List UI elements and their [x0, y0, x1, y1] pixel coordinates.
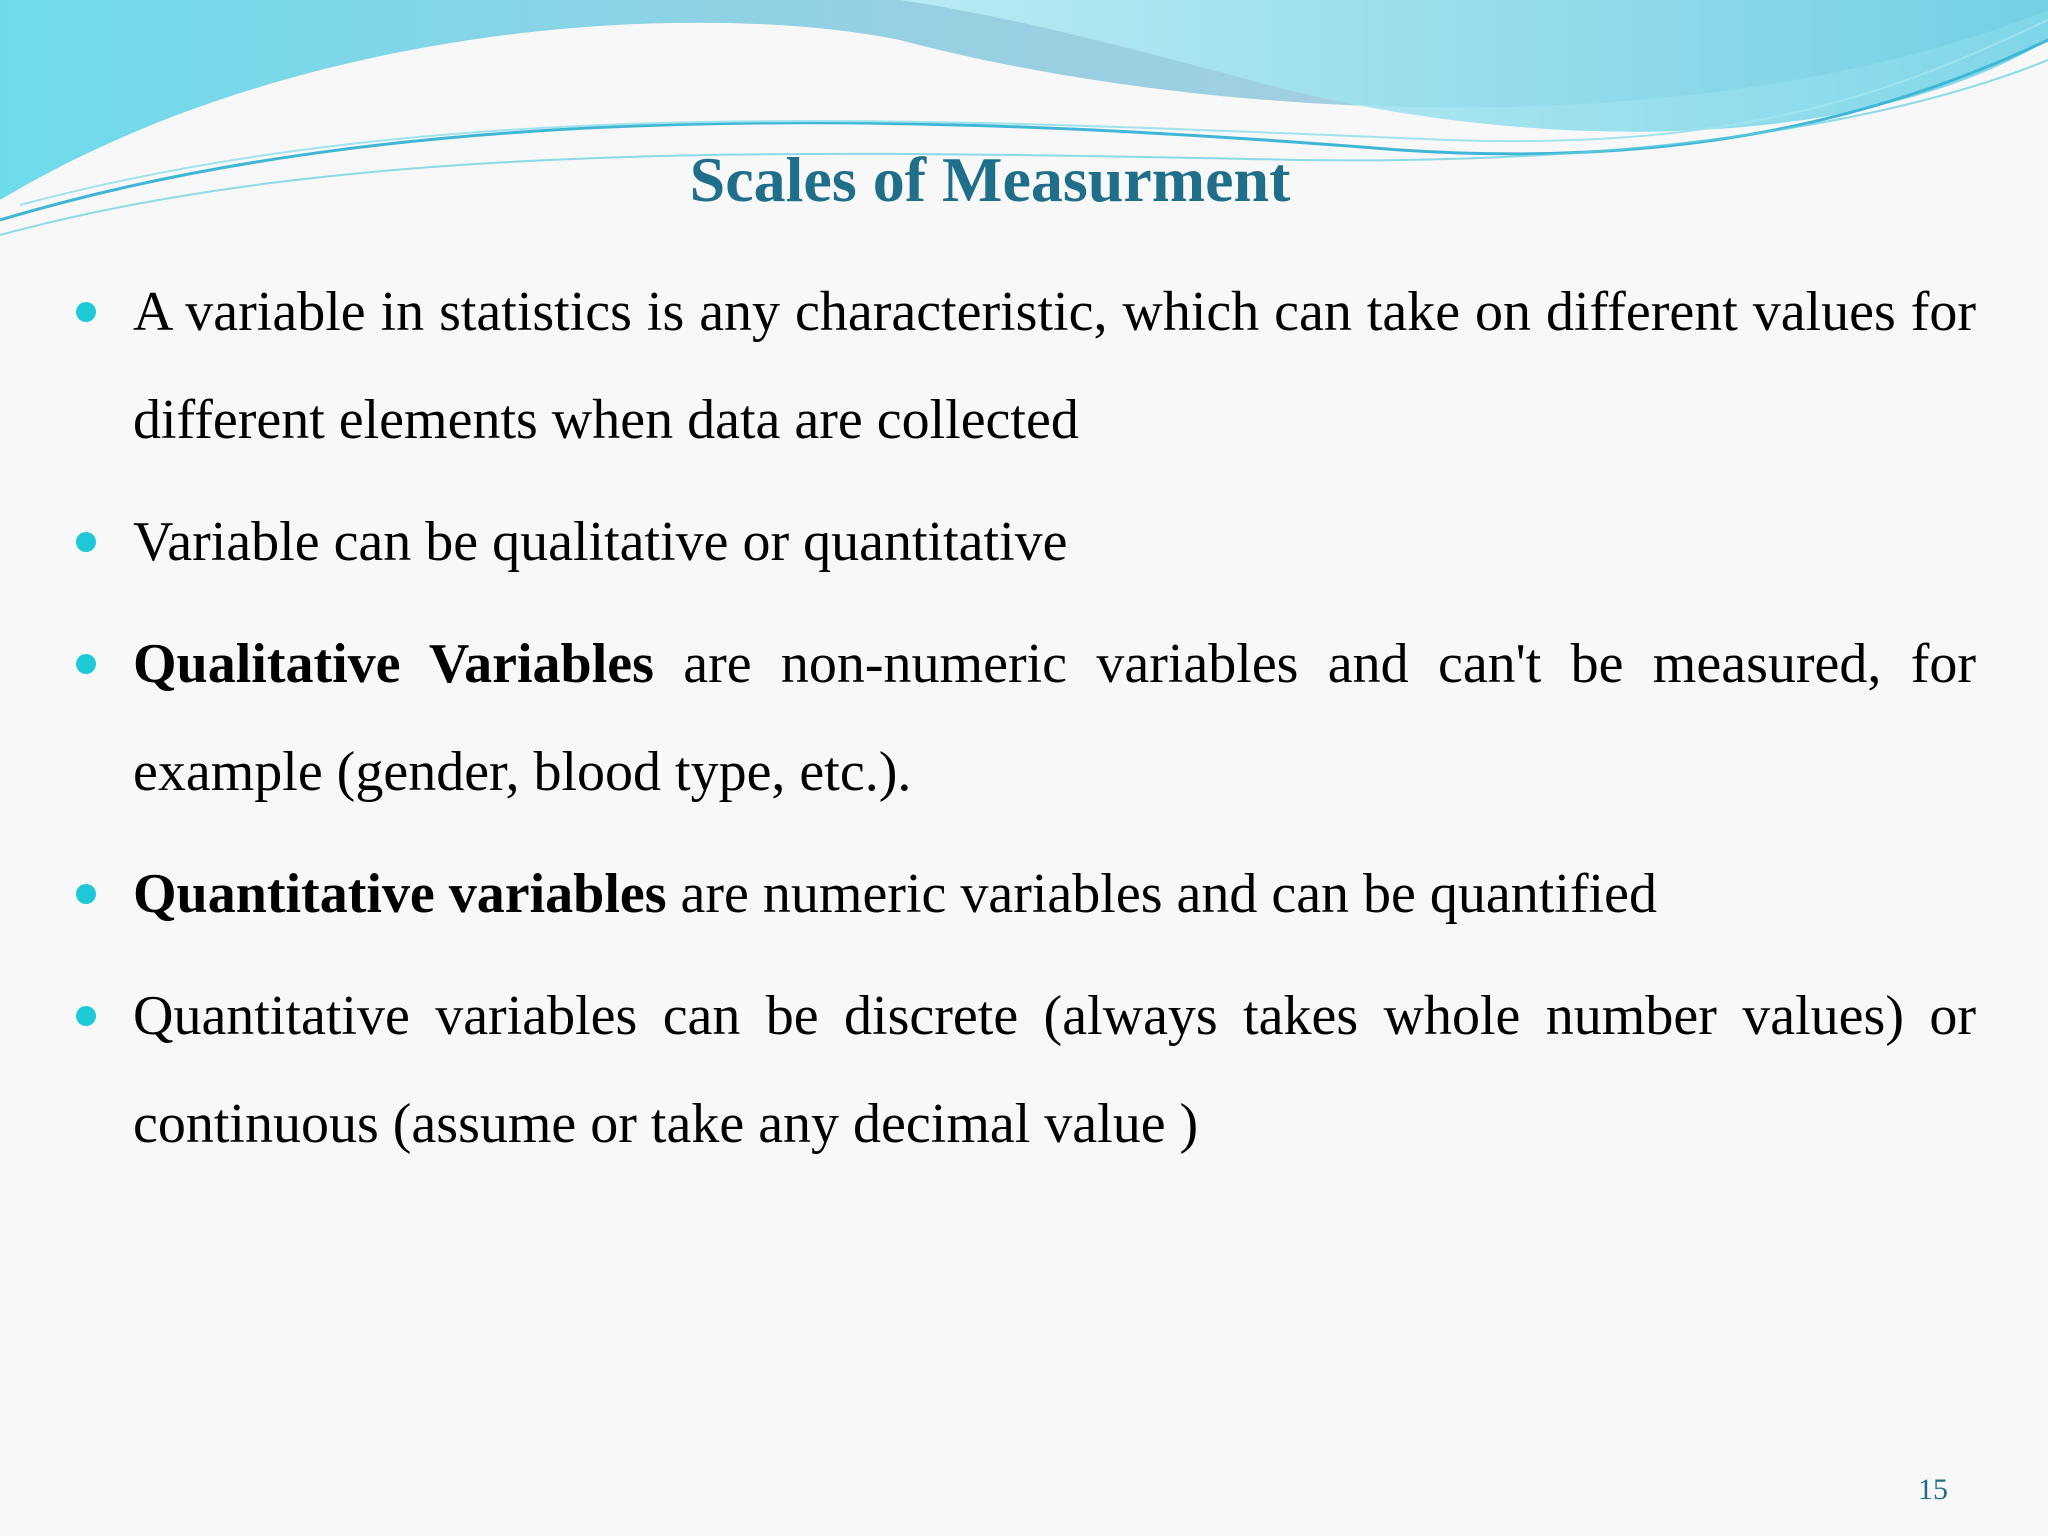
bullet-item-quantitative-variables: [133, 840, 1976, 948]
bullet-text: are non-numeric variables and can't be measured, for example (gender, blood type, etc.).: [133, 633, 1976, 803]
bullet-item-variable-definition: [133, 258, 1976, 474]
slide-title: Scales of Measurment: [689, 144, 1291, 215]
bullet-text: are numeric variables and can be quantified: [666, 863, 1657, 925]
bullet-item-qualitative-or-quantitative: [133, 488, 1976, 596]
bullet-dot-icon: [76, 654, 96, 674]
bullet-item-discrete-or-continuous: [133, 962, 1976, 1178]
bullet-bold-term: Qualitative Variables: [133, 633, 654, 695]
bullet-dot-icon: [76, 302, 96, 322]
bullet-bold-term: Quantitative variables: [133, 863, 667, 925]
bullet-text: Variable can be qualitative or quantitative: [133, 511, 1068, 573]
bullet-dot-icon: [76, 884, 96, 904]
bullet-text: A variable in statistics is any characteristic, which can take on different values for different elements when data are collected: [133, 281, 1976, 451]
bullet-dot-icon: [76, 532, 96, 552]
page-number: 15: [1918, 1473, 1948, 1506]
bullet-item-qualitative-variables: [133, 610, 1976, 826]
bullet-dot-icon: [76, 1006, 96, 1026]
bullet-text: Quantitative variables can be discrete (always takes whole number values) or continuous (assume or take any decimal value ): [133, 985, 1976, 1155]
